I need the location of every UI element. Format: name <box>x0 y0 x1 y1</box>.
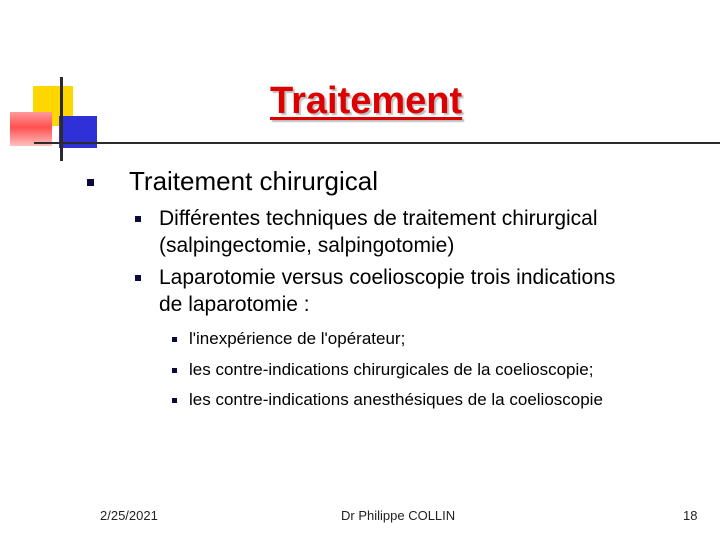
bullet-text-level3: l'inexpérience de l'opérateur; <box>189 329 406 348</box>
decorative-squares-graphic <box>0 0 100 165</box>
bullet-level2 <box>135 275 141 281</box>
bullet-level3 <box>172 368 177 373</box>
bullet-text-level2 <box>159 264 615 318</box>
bullet-text-level1: Traitement chirurgical <box>129 166 379 196</box>
slide-title: Traitement <box>270 80 463 122</box>
footer-page-number: 18 <box>683 508 698 523</box>
red-square <box>10 112 52 146</box>
bullet-text-line: Laparotomie versus coelioscopie trois indications <box>159 266 616 289</box>
vertical-rule <box>60 77 63 161</box>
bullet-level3 <box>172 337 177 342</box>
bullet-text-level3: les contre-indications chirurgicales de la coelioscopie; <box>189 360 594 379</box>
footer-author: Dr Philippe COLLIN <box>341 508 456 523</box>
title-underline-rule <box>34 142 720 144</box>
footer-date: 2/25/2021 <box>100 508 158 523</box>
bullet-text-level3: les contre-indications anesthésiques de la coelioscopie <box>189 390 603 409</box>
bullet-text-level2 <box>159 205 598 259</box>
bullet-level3 <box>172 398 177 403</box>
bullet-text-line: de laparotomie : <box>159 293 310 316</box>
bullet-text-line: Différentes techniques de traitement chirurgical <box>159 207 598 230</box>
bullet-level1 <box>87 179 94 186</box>
bullet-text-line: (salpingectomie, salpingotomie) <box>159 234 455 257</box>
bullet-level2 <box>135 216 141 222</box>
